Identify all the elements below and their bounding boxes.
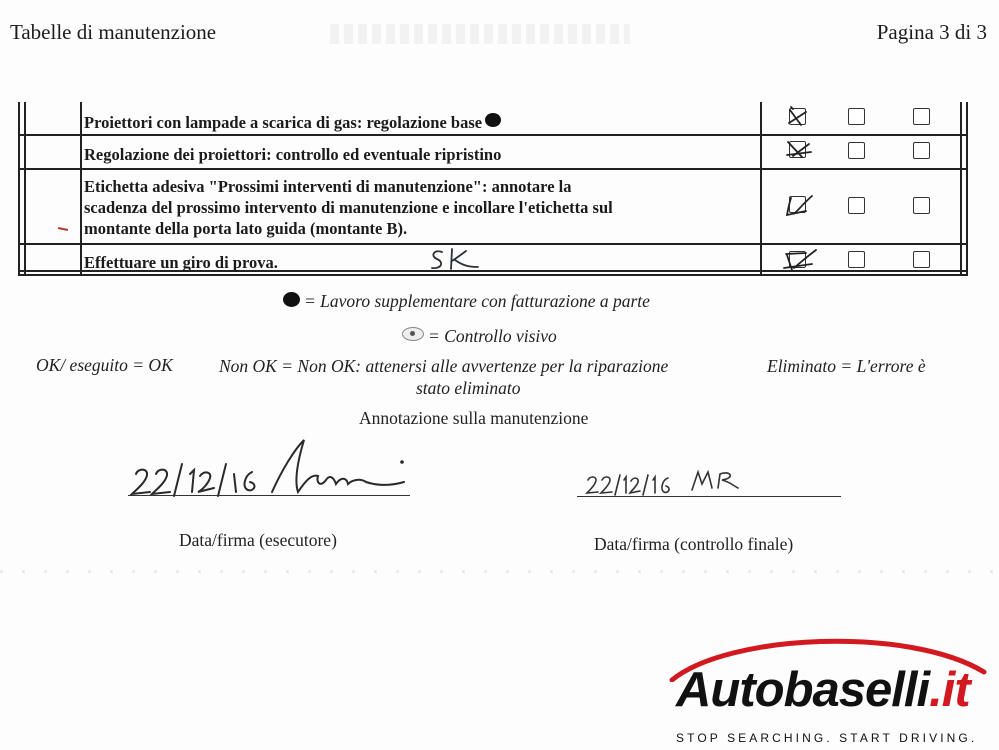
- legend-eliminato: Eliminato = L'errore è: [767, 356, 926, 376]
- row-divider: [20, 134, 966, 136]
- scan-noise: [0, 570, 999, 573]
- executor-signature-line: [128, 495, 410, 496]
- legend-ok: OK/ eseguito = OK: [36, 355, 173, 375]
- nonok-checkbox-row-4[interactable]: [848, 251, 865, 268]
- final-check-signature: [582, 460, 802, 500]
- executor-signature-label: Data/firma (esecutore): [179, 530, 337, 550]
- final-check-signature-line: [577, 496, 841, 497]
- row-4-label: Effettuare un giro di prova.: [84, 253, 278, 272]
- logo[interactable]: [676, 663, 970, 717]
- eliminato-checkbox-row-1[interactable]: [913, 108, 930, 125]
- column-divider: [760, 102, 762, 274]
- nonok-checkbox-row-2[interactable]: [848, 142, 865, 159]
- row-3-line-3: montante della porta lato guida (montante B).: [84, 219, 408, 238]
- row-3-line-2: scadenza del prossimo intervento di manutenzione e incollare l'etichetta sul: [84, 198, 613, 217]
- nonok-checkbox-row-3[interactable]: [848, 197, 865, 214]
- check-mark-icon: [780, 244, 820, 276]
- check-mark-icon: [783, 136, 817, 164]
- bleed-through-text: [330, 24, 630, 44]
- supplementary-dot-icon: [283, 292, 300, 307]
- eliminato-checkbox-row-4[interactable]: [913, 251, 930, 268]
- legend-supplementary-text: = Lavoro supplementare con fatturazione a parte: [304, 291, 650, 311]
- legend-supplementary: [283, 291, 650, 312]
- logo-tld: .it: [929, 663, 970, 717]
- check-mark-icon: [784, 103, 814, 131]
- eliminato-checkbox-row-2[interactable]: [913, 142, 930, 159]
- annotation-title: Annotazione sulla manutenzione: [359, 408, 589, 428]
- legend-nonok: Non OK = Non OK: attenersi alle avvertenze per la riparazione: [219, 356, 669, 376]
- legend-visual-text: = Controllo visivo: [428, 326, 557, 346]
- legend-visual: [402, 326, 557, 347]
- page-number: Pagina 3 di 3: [876, 20, 987, 44]
- row-3-label: [84, 176, 613, 239]
- row-divider: [20, 168, 966, 170]
- final-check-signature-label: Data/firma (controllo finale): [594, 534, 794, 554]
- row-1-label: Proiettori con lampade a scarica di gas: regolazione base: [84, 113, 483, 132]
- supplementary-dot-icon: [485, 113, 501, 127]
- eliminato-checkbox-row-3[interactable]: [913, 197, 930, 214]
- inner-right-rule: [960, 102, 962, 274]
- eye-icon: [402, 327, 424, 341]
- column-divider: [80, 102, 82, 274]
- document-title: Tabelle di manutenzione: [10, 20, 217, 44]
- row-2-label: Regolazione dei proiettori: controllo ed eventuale ripristino: [84, 145, 502, 164]
- logo-slogan: STOP SEARCHING. START DRIVING.: [676, 731, 978, 745]
- inner-left-rule: [24, 102, 26, 274]
- handwritten-initials-sk: [428, 246, 488, 276]
- row-3-line-1: Etichetta adesiva "Prossimi interventi di manutenzione": annotare la: [84, 177, 572, 196]
- logo-name: Autobaselli: [676, 663, 930, 717]
- executor-signature: [122, 430, 422, 502]
- legend-nonok-continued: stato eliminato: [416, 378, 521, 398]
- table-row-text: [84, 112, 501, 133]
- nonok-checkbox-row-1[interactable]: [848, 108, 865, 125]
- check-mark-icon: [782, 188, 816, 220]
- row-divider: [20, 243, 966, 245]
